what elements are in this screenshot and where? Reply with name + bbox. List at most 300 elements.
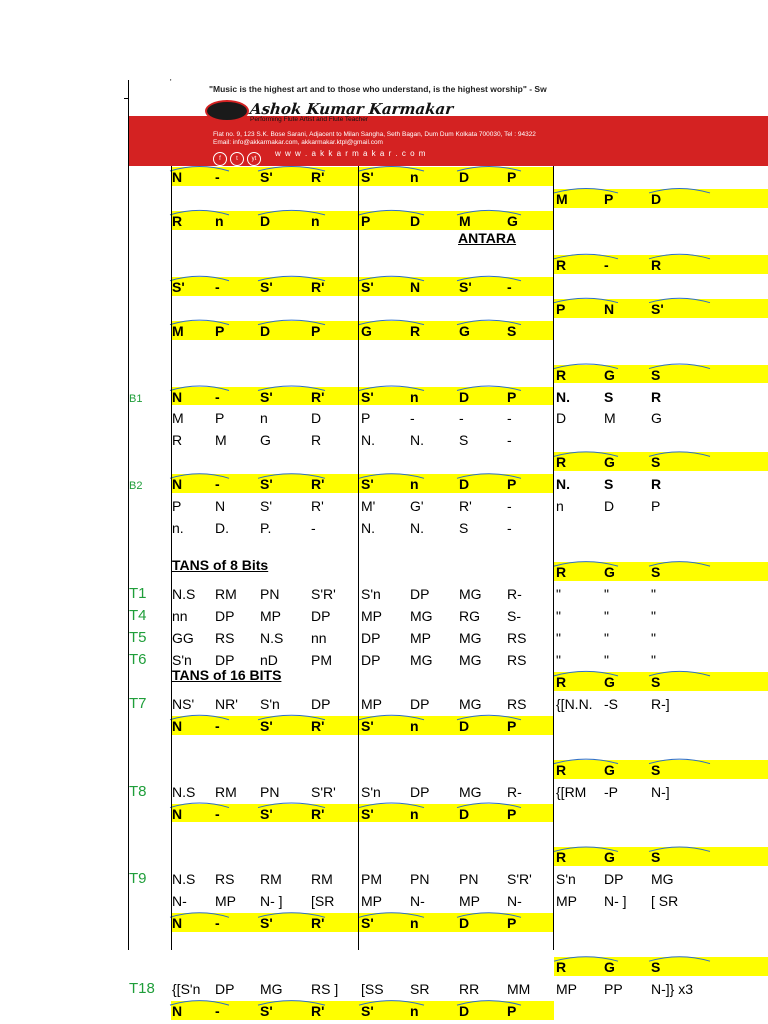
note-cell: n xyxy=(410,476,419,493)
slur-arc xyxy=(554,188,618,193)
slur-arc xyxy=(457,803,521,808)
note-cell: " xyxy=(556,651,561,668)
row-label-b2: B2 xyxy=(129,480,143,493)
slur-arc xyxy=(554,847,618,852)
note-cell: DP xyxy=(410,695,430,712)
note-cell: RS xyxy=(215,871,235,888)
slur-arc xyxy=(457,715,521,720)
slur-arc xyxy=(554,452,618,457)
note-cell: PN xyxy=(410,871,430,888)
slur-arc xyxy=(649,452,710,457)
note-cell: R xyxy=(410,322,421,339)
note-cell: RM xyxy=(311,871,333,888)
note-cell: MP xyxy=(361,893,382,910)
note-cell: PM xyxy=(311,651,332,668)
note-cell: - xyxy=(507,432,512,449)
note-cell: - xyxy=(311,520,316,537)
note-cell: S' xyxy=(260,169,273,185)
note-cell: N.S xyxy=(172,783,196,800)
note-cell: nn xyxy=(172,608,188,624)
note-cell: R' xyxy=(311,388,325,405)
note-cell: D xyxy=(651,190,662,207)
note-cell: P xyxy=(361,212,371,229)
note-cell: R' xyxy=(311,278,325,295)
slur-arc xyxy=(258,167,325,172)
slur-arc xyxy=(457,320,521,325)
note-cell: PN xyxy=(260,783,280,800)
slur-arc xyxy=(170,276,229,281)
note-cell: {[N.N. xyxy=(556,695,593,712)
note-cell: S' xyxy=(260,805,273,822)
note-cell: MG xyxy=(651,871,674,888)
note-cell: RS xyxy=(507,695,527,712)
row-label-t5: T5 xyxy=(129,628,147,646)
column-divider-2 xyxy=(358,166,359,950)
slur-arc xyxy=(170,913,229,918)
slur-arc xyxy=(457,167,521,172)
note-cell: N.S xyxy=(260,629,284,646)
brand-name: Ashok Kumar Karmakar xyxy=(249,100,455,118)
slur-arc xyxy=(649,298,710,303)
note-cell: D xyxy=(459,1003,470,1020)
note-cell: RG xyxy=(459,608,480,624)
note-cell: R xyxy=(651,256,662,273)
note-cell: R xyxy=(311,432,322,449)
note-cell: S' xyxy=(651,300,664,317)
note-cell: N xyxy=(172,476,183,493)
note-cell: - xyxy=(215,476,220,493)
note-cell: S xyxy=(651,959,661,976)
tagline: Performing Flute Artist and Flute Teacher xyxy=(250,116,369,123)
note-cell: S'R' xyxy=(311,783,336,800)
note-cell: {[RM xyxy=(556,783,587,800)
note-cell: RS xyxy=(507,651,527,668)
note-cell: R' xyxy=(311,1003,325,1020)
slur-arc xyxy=(359,210,424,215)
column-divider-1 xyxy=(171,166,172,950)
slur-arc xyxy=(170,386,229,391)
note-cell: P xyxy=(556,300,566,317)
note-cell: S xyxy=(651,564,661,581)
note-cell: RS ] xyxy=(311,981,339,998)
note-cell: S' xyxy=(361,388,374,405)
note-cell: PP xyxy=(604,981,623,998)
slur-arc xyxy=(170,474,229,479)
note-cell: MG xyxy=(260,981,283,998)
note-cell: R-] xyxy=(651,695,670,712)
slur-arc xyxy=(649,562,710,567)
note-cell: n xyxy=(215,212,224,229)
note-cell: P xyxy=(311,322,321,339)
note-cell: P xyxy=(507,805,517,822)
note-cell: P. xyxy=(260,520,272,537)
note-cell: S xyxy=(651,761,661,778)
note-cell: MG xyxy=(459,695,482,712)
slur-arc xyxy=(170,1001,229,1006)
antara-heading: ANTARA xyxy=(458,230,517,246)
slur-arc xyxy=(359,320,424,325)
note-cell: D xyxy=(459,915,470,932)
note-cell: MG xyxy=(459,586,482,603)
slur-arc xyxy=(258,210,325,215)
note-cell: MP xyxy=(361,608,382,624)
header-quote: "Music is the highest art and to those who understand, is the highest worship" - Sw xyxy=(209,84,547,94)
note-cell: R xyxy=(651,476,662,493)
note-cell: S'R' xyxy=(507,871,532,888)
note-cell: R' xyxy=(311,717,325,734)
note-cell: MG xyxy=(459,629,482,646)
slur-arc xyxy=(258,913,325,918)
note-cell: RS xyxy=(507,629,527,646)
note-cell: D. xyxy=(215,520,229,537)
note-cell: M xyxy=(604,410,616,427)
note-cell: G xyxy=(604,454,615,471)
note-cell: " xyxy=(604,586,609,603)
note-cell: DP xyxy=(604,871,624,888)
slur-arc xyxy=(170,320,229,325)
note-cell: S' xyxy=(260,388,273,405)
slur-arc xyxy=(170,803,229,808)
note-cell: - xyxy=(215,915,220,932)
note-cell: n xyxy=(311,212,320,229)
note-cell: S' xyxy=(361,915,374,932)
note-cell: G xyxy=(604,366,615,383)
slur-arc xyxy=(258,715,325,720)
note-cell: DP xyxy=(215,608,235,624)
note-cell: S' xyxy=(260,498,273,515)
note-cell: S xyxy=(651,849,661,866)
note-cell: N- ] xyxy=(260,893,283,910)
note-cell: S xyxy=(459,520,469,537)
note-cell: S- xyxy=(507,608,521,624)
slur-arc xyxy=(649,188,710,193)
note-cell: R' xyxy=(311,498,324,515)
stray-mark: ' xyxy=(170,78,172,87)
note-cell: S xyxy=(604,476,614,493)
note-cell: S'n xyxy=(172,651,192,668)
note-cell: R xyxy=(556,454,567,471)
note-cell: N- xyxy=(172,893,187,910)
note-cell: N xyxy=(172,915,183,932)
note-cell: P xyxy=(172,498,182,515)
note-cell: - xyxy=(215,805,220,822)
note-cell: MP xyxy=(260,608,281,624)
slur-arc xyxy=(359,715,424,720)
slur-arc xyxy=(457,474,521,479)
note-cell: P xyxy=(215,322,225,339)
note-cell: S'n xyxy=(556,871,576,888)
note-cell: " xyxy=(604,629,609,646)
note-cell: S' xyxy=(260,476,273,493)
note-cell: N- ] xyxy=(604,893,627,910)
slur-arc xyxy=(649,847,710,852)
note-cell: " xyxy=(556,629,561,646)
note-cell: RS xyxy=(215,629,235,646)
note-cell: " xyxy=(651,651,656,668)
slur-arc xyxy=(649,364,710,369)
note-cell: P xyxy=(604,190,614,207)
note-cell: MG xyxy=(459,651,482,668)
note-cell: - xyxy=(215,388,220,405)
note-cell: D xyxy=(556,410,567,427)
slur-arc xyxy=(258,276,325,281)
note-cell: MP xyxy=(459,893,480,910)
note-cell: DP xyxy=(410,783,430,800)
note-cell: " xyxy=(651,586,656,603)
slur-arc xyxy=(457,386,521,391)
note-cell: M xyxy=(556,190,568,207)
note-cell: D xyxy=(260,212,271,229)
slur-arc xyxy=(457,210,521,215)
note-cell: D xyxy=(311,410,322,427)
slur-arc xyxy=(359,803,424,808)
note-cell: R' xyxy=(311,915,325,932)
note-cell: MP xyxy=(556,981,577,998)
note-cell: S' xyxy=(361,278,374,295)
twitter-icon[interactable]: t xyxy=(230,152,244,166)
note-cell: R xyxy=(172,432,183,449)
tans-8-heading: TANS of 8 Bits xyxy=(172,557,269,573)
slur-arc xyxy=(258,1001,325,1006)
note-cell: S xyxy=(651,673,661,690)
note-cell: R' xyxy=(311,169,325,185)
note-cell: MG xyxy=(459,783,482,800)
note-cell: D xyxy=(410,212,421,229)
note-cell: P xyxy=(361,410,371,427)
note-cell: -S xyxy=(604,695,618,712)
note-cell: S' xyxy=(361,476,374,493)
note-cell: " xyxy=(651,629,656,646)
slur-arc xyxy=(359,276,424,281)
note-cell: N xyxy=(604,300,615,317)
note-cell: N. xyxy=(410,520,424,537)
row-label-t9: T9 xyxy=(129,870,147,888)
note-cell: R' xyxy=(311,805,325,822)
note-cell: MM xyxy=(507,981,531,998)
tans-16-heading: TANS of 16 BITS xyxy=(172,667,282,683)
note-cell: DP xyxy=(410,586,430,603)
note-cell: S xyxy=(651,366,661,383)
note-cell: S' xyxy=(260,717,273,734)
note-cell: N xyxy=(410,278,421,295)
note-cell: S' xyxy=(260,915,273,932)
note-cell: MP xyxy=(410,629,431,646)
note-cell: MP xyxy=(361,695,382,712)
youtube-icon[interactable]: yt xyxy=(247,152,261,166)
note-cell: R' xyxy=(311,476,325,493)
note-cell: S' xyxy=(459,278,472,295)
note-cell: n. xyxy=(172,520,184,537)
note-cell: NR' xyxy=(215,695,238,712)
facebook-icon[interactable]: f xyxy=(213,152,227,166)
note-cell: P xyxy=(507,476,517,493)
note-cell: - xyxy=(507,498,512,515)
note-cell: D xyxy=(459,805,470,822)
slur-arc xyxy=(359,1001,424,1006)
note-cell: S' xyxy=(260,1003,273,1020)
slur-arc xyxy=(170,715,229,720)
note-cell: N xyxy=(172,805,183,822)
note-cell: n xyxy=(410,388,419,405)
note-cell: G xyxy=(604,761,615,778)
note-cell: R xyxy=(556,673,567,690)
slur-arc xyxy=(359,386,424,391)
slur-arc xyxy=(649,957,710,962)
note-cell: S xyxy=(507,322,517,339)
note-cell: {[S'n xyxy=(172,981,201,998)
slur-arc xyxy=(457,913,521,918)
note-cell: - xyxy=(507,278,512,295)
note-cell: n xyxy=(410,717,419,734)
note-cell: MP xyxy=(215,893,236,910)
note-cell: G xyxy=(604,564,615,581)
slur-arc xyxy=(457,276,521,281)
note-cell: M xyxy=(459,212,471,229)
note-cell: N-] xyxy=(651,783,670,800)
note-cell: G xyxy=(361,322,372,339)
note-cell: S'n xyxy=(260,695,280,712)
note-cell: R xyxy=(556,256,567,273)
row-label-t4: T4 xyxy=(129,607,147,624)
note-cell: G xyxy=(507,212,518,229)
slur-arc xyxy=(649,671,710,676)
note-cell: R xyxy=(556,761,567,778)
note-cell: N xyxy=(172,388,183,405)
note-cell: " xyxy=(604,651,609,668)
note-cell: S'n xyxy=(361,783,381,800)
note-cell: R xyxy=(651,388,662,405)
note-cell: M xyxy=(215,432,227,449)
note-cell: N-]} x3 xyxy=(651,981,694,998)
note-cell: D xyxy=(459,476,470,493)
note-cell: - xyxy=(410,410,415,427)
note-cell: P xyxy=(507,169,517,185)
slur-arc xyxy=(554,671,618,676)
note-cell: S'R' xyxy=(311,586,336,603)
note-cell: " xyxy=(556,586,561,603)
note-cell: - xyxy=(507,410,512,427)
note-cell: S' xyxy=(361,717,374,734)
note-cell: S xyxy=(604,388,614,405)
note-cell: - xyxy=(215,278,220,295)
note-cell: nD xyxy=(260,651,278,668)
note-cell: PM xyxy=(361,871,382,888)
note-cell: R xyxy=(556,366,567,383)
note-cell: S' xyxy=(260,278,273,295)
note-cell: DP xyxy=(311,608,331,624)
note-cell: N.S xyxy=(172,586,196,603)
note-cell: N xyxy=(172,1003,183,1020)
note-cell: R xyxy=(172,212,183,229)
note-cell: S' xyxy=(361,1003,374,1020)
note-cell: RM xyxy=(215,783,237,800)
note-cell: G' xyxy=(410,498,424,515)
row-label-t18: T18 xyxy=(129,980,155,998)
email-line: Email: info@akkarmakar.com, akkarmakar.ktpl@gmail.com xyxy=(213,139,383,146)
slur-arc xyxy=(554,298,618,303)
note-cell: P xyxy=(507,915,517,932)
slur-arc xyxy=(258,803,325,808)
note-cell: RM xyxy=(215,586,237,603)
note-cell: - xyxy=(604,256,609,273)
slur-arc xyxy=(170,167,229,172)
row-label-t7: T7 xyxy=(129,694,147,712)
note-cell: S xyxy=(651,454,661,471)
note-cell: SR xyxy=(410,981,430,998)
note-cell: [SR xyxy=(311,893,335,910)
slur-arc xyxy=(170,210,229,215)
slur-arc xyxy=(258,386,325,391)
note-cell: nn xyxy=(311,629,327,646)
note-cell: R' xyxy=(459,498,472,515)
note-cell: P xyxy=(507,717,517,734)
note-cell: M' xyxy=(361,498,376,515)
note-cell: NS' xyxy=(172,695,195,712)
note-cell: D xyxy=(604,498,615,515)
note-cell: MG xyxy=(410,608,433,624)
note-cell: [SS xyxy=(361,981,384,998)
note-cell: [ SR xyxy=(651,893,679,910)
note-cell: DP xyxy=(361,629,381,646)
note-cell: DP xyxy=(215,981,235,998)
row-label-t6: T6 xyxy=(129,650,147,668)
note-cell: RM xyxy=(260,871,282,888)
note-cell: G xyxy=(604,959,615,976)
note-cell: D xyxy=(260,322,271,339)
slur-arc xyxy=(649,254,710,259)
note-cell: N. xyxy=(556,388,570,405)
note-cell: N xyxy=(215,498,226,515)
note-cell: R- xyxy=(507,586,522,603)
slur-arc xyxy=(457,1001,521,1006)
slur-arc xyxy=(554,364,618,369)
note-cell: P xyxy=(215,410,225,427)
note-cell: DP xyxy=(311,695,331,712)
note-cell: - xyxy=(215,1003,220,1020)
note-cell: DP xyxy=(215,651,235,668)
slur-arc xyxy=(554,254,618,259)
note-cell: PN xyxy=(260,586,280,603)
note-cell: R xyxy=(556,959,567,976)
note-cell: G xyxy=(604,849,615,866)
note-cell: G xyxy=(604,673,615,690)
row-label-t1: T1 xyxy=(129,585,147,603)
address-line: Flat no. 9, 123 S.K. Bose Sarani, Adjacent to Milan Sangha, Seth Bagan, Dum Dum Kolkata 700030, Tel : 94322 xyxy=(213,131,536,138)
slur-arc xyxy=(649,759,710,764)
note-cell: G xyxy=(260,432,271,449)
note-cell: -P xyxy=(604,783,618,800)
note-cell: MP xyxy=(556,893,577,910)
note-cell: n xyxy=(260,410,268,427)
note-cell: " xyxy=(604,608,609,624)
note-cell: R- xyxy=(507,783,522,800)
note-cell: n xyxy=(410,1003,419,1020)
note-cell: N- xyxy=(507,893,522,910)
note-cell: S xyxy=(459,432,469,449)
website-link[interactable]: w w w . a k k a r m a k a r . c o m xyxy=(275,149,427,158)
note-cell: D xyxy=(459,169,470,185)
note-cell: PN xyxy=(459,871,479,888)
slur-arc xyxy=(554,957,618,962)
note-cell: RR xyxy=(459,981,480,998)
note-cell: R xyxy=(556,564,567,581)
slur-arc xyxy=(554,562,618,567)
note-cell: n xyxy=(410,169,419,185)
note-cell: n xyxy=(410,805,419,822)
note-cell: D xyxy=(459,388,470,405)
slur-arc xyxy=(554,759,618,764)
note-cell: N xyxy=(172,717,183,734)
